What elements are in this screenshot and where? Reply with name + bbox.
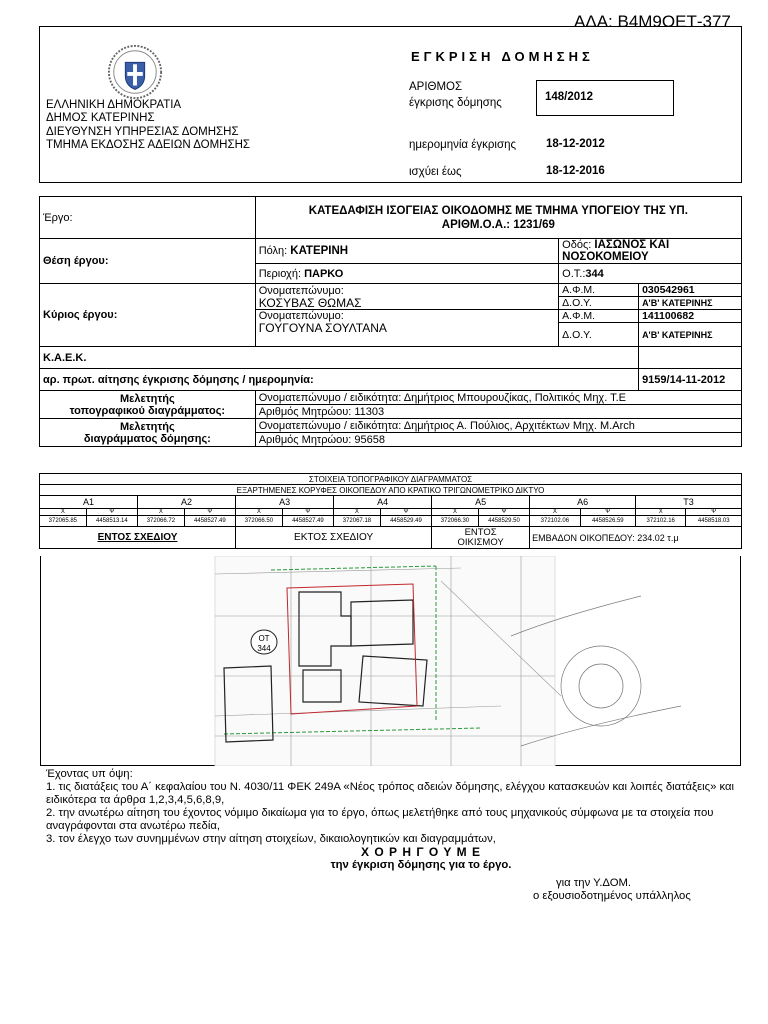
plot-area: ΕΜΒΑΔΟΝ ΟΙΚΟΠΕΔΟΥ: 234.02 τ.μ [530,527,742,549]
grant-sub: την έγκριση δόμησης για το έργο. [330,859,512,871]
org-line: ΤΜΗΜΑ ΕΚΔΟΣΗΣ ΑΔΕΙΩΝ ΔΟΜΗΣΗΣ [46,138,251,151]
owner-label: Κύριος έργου: [40,284,256,347]
topo-x-label: Χ [40,509,87,516]
grant-heading: Χ Ο Ρ Η Γ Ο Υ Μ Ε [360,845,481,859]
topo-title: ΣΤΟΙΧΕΙΑ ΤΟΠΟΓΡΑΦΙΚΟΥ ΔΙΑΓΡΑΜΜΑΤΟΣ [40,474,742,485]
topo-engineer-label: Μελετητής τοπογραφικού διαγράμματος: [40,391,256,419]
arch-engineer-name: Ονοματεπώνυμο / ειδικότητα: Δημήτριος Α. Πούλιος, Αρχιτέκτων Μηχ. M.Arch [255,419,741,433]
topo-x-value: 372066.50 [236,516,283,527]
in-plan: ΕΝΤΟΣ ΣΧΕΔΙΟΥ [40,527,236,549]
clause-2: 2. την ανωτέρω αίτηση του έχοντος νόμιμο δικαίωμα για το έργο, όπως μελετήθηκε από τους μηχανικούς σύμφωνα με τα στοιχεία που αναγράφονται στα ανωτέρω πεδία, [46,807,714,832]
topo-y-label: Ψ [580,509,635,516]
protocol-label: αρ. πρωτ. αίτησης έγκρισης δόμησης / ημερομηνία: [40,369,639,391]
topo-x-value: 372102.06 [530,516,580,527]
topo-y-label: Ψ [686,509,742,516]
topo-y-label: Ψ [282,509,333,516]
clause-1: 1. τις διατάξεις του Α΄ κεφαλαίου του Ν. 4030/11 ΦΕΚ 249Α «Νέος τρόπος αδειών δόμησης, ελέγχου κατασκευών και λοιπές διατάξεις» και ειδικότερα τα άρθρα 1,2,3,4,5,6,8,9, [46,781,735,806]
owner1-cell: Ονοματεπώνυμο: ΚΟΣΥΒΑΣ ΘΩΜΑΣ [255,284,558,310]
topo-engineer-reg: Αριθμός Μητρώου: 11303 [255,405,741,419]
topo-point-Α4: Α4 [334,496,432,509]
topo-x-value: 372067.18 [334,516,381,527]
kaek-value [639,347,742,369]
doy-label: Δ.Ο.Υ. [559,297,639,310]
topo-x-label: Χ [530,509,580,516]
header-box [39,26,742,183]
topo-y-value: 4458527.49 [282,516,333,527]
afm1: 030542961 [639,284,742,297]
topo-x-label: Χ [636,509,686,516]
in-settlement: ΕΝΤΟΣ ΟΙΚΙΣΜΟΥ [432,527,530,549]
topo-point-Α2: Α2 [138,496,236,509]
area-cell: Περιοχή: ΠΑΡΚΟ [255,264,558,284]
afm-label: Α.Φ.Μ. [559,284,639,297]
valid-label: ισχύει έως [409,166,462,178]
topo-x-label: Χ [432,509,479,516]
protocol-value: 9159/14-11-2012 [639,369,742,391]
doy2: Α'Β' ΚΑΤΕΡΙΝΗΣ [639,323,742,347]
topo-subtitle: ΕΞΑΡΤΗΜΕΝΕΣ ΚΟΡΥΦΕΣ ΟΙΚΟΠΕΔΟΥ ΑΠΟ ΚΡΑΤΙΚΟ ΤΡΙΓΩΝΟΜΕΤΡΙΚΟ ΔΙΚΤΥΟ [40,485,742,496]
topo-y-label: Ψ [184,509,235,516]
organization-block [46,99,250,152]
topo-y-value: 4458529.49 [380,516,431,527]
location-label: Θέση έργου: [40,239,256,284]
topo-point-Τ3: Τ3 [636,496,742,509]
greek-emblem-icon [106,43,164,101]
number-label-2: έγκρισης δόμησης [409,97,502,109]
topo-y-value: 4458513.14 [86,516,137,527]
org-line: ΕΛΛΗΝΙΚΗ ΔΗΜΟΚΡΑΤΙΑ [46,99,182,111]
topo-y-value: 4458527.49 [184,516,235,527]
kaek-label: Κ.Α.Ε.Κ. [40,347,639,369]
topo-x-label: Χ [138,509,185,516]
topo-y-value: 4458518.03 [686,516,742,527]
ot-cell: Ο.Τ.:344 [559,264,742,284]
topo-y-label: Ψ [478,509,529,516]
site-plan-drawing [40,556,741,766]
number-box [536,80,674,116]
project-label: Έργο: [40,197,256,239]
topo-point-Α3: Α3 [236,496,334,509]
number-label: ΑΡΙΘΜΟΣ [409,81,463,93]
owner2-cell: Ονοματεπώνυμο: ΓΟΥΓΟΥΝΑ ΣΟΥΛΤΑΝΑ [255,310,558,347]
topo-engineer-name: Ονοματεπώνυμο / ειδικότητα: Δημήτριος Μπουρουζίκας, Πολιτικός Μηχ. Τ.Ε [255,391,741,405]
out-plan: ΕΚΤΟΣ ΣΧΕΔΙΟΥ [236,527,432,549]
org-line: ΔΙΕΥΘΥΝΣΗ ΥΠΗΡΕΣΙΑΣ ΔΟΜΗΣΗΣ [46,125,239,138]
topo-y-value: 4458529.50 [478,516,529,527]
topo-y-label: Ψ [86,509,137,516]
project-details-table [39,196,742,447]
topo-x-value: 372066.30 [432,516,479,527]
topo-x-label: Χ [236,509,283,516]
doy-label: Δ.Ο.Υ. [559,323,639,347]
ada-code: ΑΔΑ: Β4Μ9ΟΕΤ-377 [574,12,731,31]
topo-x-label: Χ [334,509,381,516]
date-label: ημερομηνία έγκρισης [409,139,517,151]
valid-date: 18-12-2016 [546,165,605,177]
street-cell: Οδός: ΙΑΣΩΝΟΣ ΚΑΙ ΝΟΣΟΚΟΜΕΙΟΥ [559,239,742,264]
topo-x-value: 372066.72 [138,516,185,527]
signature-line-1: για την Υ.ΔΟΜ. [556,877,632,889]
city-cell: Πόλη: ΚΑΤΕΡΙΝΗ [255,239,558,264]
topo-y-label: Ψ [380,509,431,516]
approval-number: 148/2012 [545,91,593,103]
topo-point-Α1: Α1 [40,496,138,509]
project-description: ΚΑΤΕΔΑΦΙΣΗ ΙΣΟΓΕΙΑΣ ΟΙΚΟΔΟΜΗΣ ΜΕ ΤΜΗΜΑ ΥΠΟΓΕΙΟΥ ΤΗΣ ΥΠ. ΑΡΙΘΜ.Ο.Α.: 1231/69 [255,197,741,239]
topo-y-value: 4458526.59 [580,516,635,527]
doy1: Α'Β' ΚΑΤΕΡΙΝΗΣ [639,297,742,310]
afm-label: Α.Φ.Μ. [559,310,639,323]
topo-point-Α5: Α5 [432,496,530,509]
arch-engineer-label: Μελετητής διαγράμματος δόμησης: [40,419,256,447]
intro: Έχοντας υπ όψη: [46,768,133,780]
site-plan-svg [41,556,742,766]
decision-text [46,768,736,903]
topographic-table [39,473,742,549]
org-line: ΔΗΜΟΣ ΚΑΤΕΡΙΝΗΣ [46,112,155,125]
topo-x-value: 372102.16 [636,516,686,527]
document-title: ΕΓΚΡΙΣΗ ΔΟΜΗΣΗΣ [411,49,594,64]
arch-engineer-reg: Αριθμός Μητρώου: 95658 [255,433,741,447]
ot-label: ΟΤ [258,634,270,643]
signature-line-2: ο εξουσιοδοτημένος υπάλληλος [533,890,691,902]
topo-point-Α6: Α6 [530,496,636,509]
afm2: 141100682 [639,310,742,323]
approval-date: 18-12-2012 [546,138,605,150]
topo-x-value: 372065.85 [40,516,87,527]
clause-3: 3. τον έλεγχο των συνημμένων στην αίτηση στοιχείων, δικαιολογητικών και διαγραμμάτων, [46,833,496,845]
ot-number: 344 [257,644,271,653]
